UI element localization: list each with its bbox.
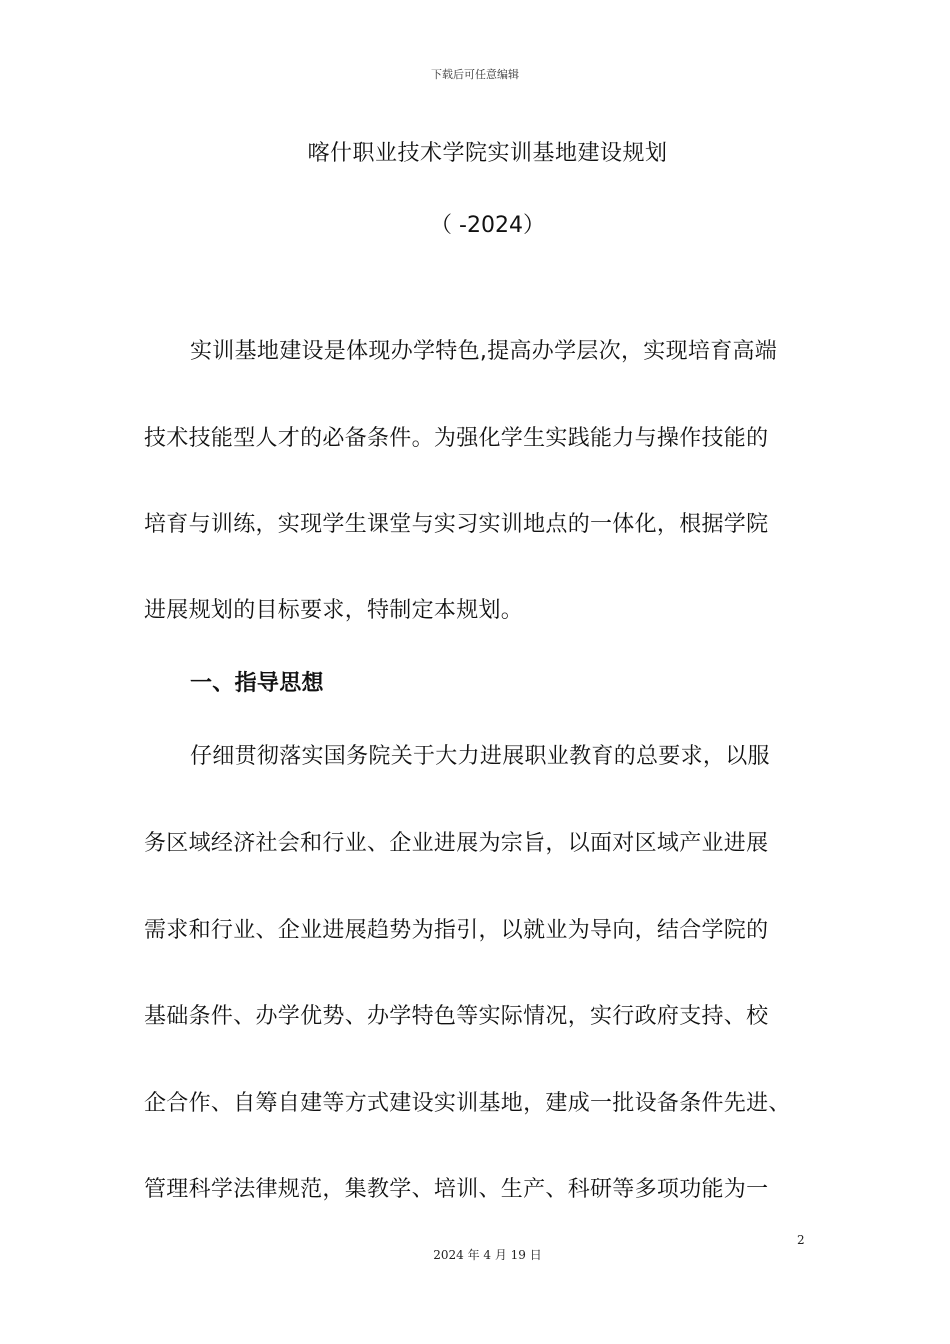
document-title: 喀什职业技术学院实训基地建设规划: [307, 141, 668, 166]
paragraph-line: 需求和行业、企业进展趋势为指引，以就业为导向，结合学院的: [144, 918, 769, 943]
page-number: 2: [797, 1233, 805, 1247]
paragraph-line: 管理科学法律规范，集教学、培训、生产、科研等多项功能为一: [144, 1177, 769, 1202]
paragraph-line: 培育与训练，实现学生课堂与实习实训地点的一体化，根据学院: [144, 512, 769, 537]
paragraph-line: 实训基地建设是体现办学特色,提高办学层次，实现培育高端: [190, 339, 778, 364]
document-subtitle: （ -2024）: [430, 213, 545, 238]
paragraph-line: 进展规划的目标要求，特制定本规划。: [144, 598, 524, 623]
footer-date: 2024 年 4 月 19 日: [433, 1248, 542, 1262]
paragraph-line: 务区域经济社会和行业、企业进展为宗旨，以面对区域产业进展: [144, 831, 769, 856]
paragraph-line: 企合作、自筹自建等方式建设实训基地，建成一批设备条件先进、: [144, 1091, 791, 1116]
header-note: 下载后可任意编辑: [431, 68, 519, 81]
section-heading: 一、指导思想: [190, 671, 324, 696]
paragraph-line: 仔细贯彻落实国务院关于大力进展职业教育的总要求，以服: [190, 744, 770, 769]
paragraph-line: 基础条件、办学优势、办学特色等实际情况，实行政府支持、校: [144, 1004, 769, 1029]
paragraph-line: 技术技能型人才的必备条件。为强化学生实践能力与操作技能的: [144, 426, 769, 451]
